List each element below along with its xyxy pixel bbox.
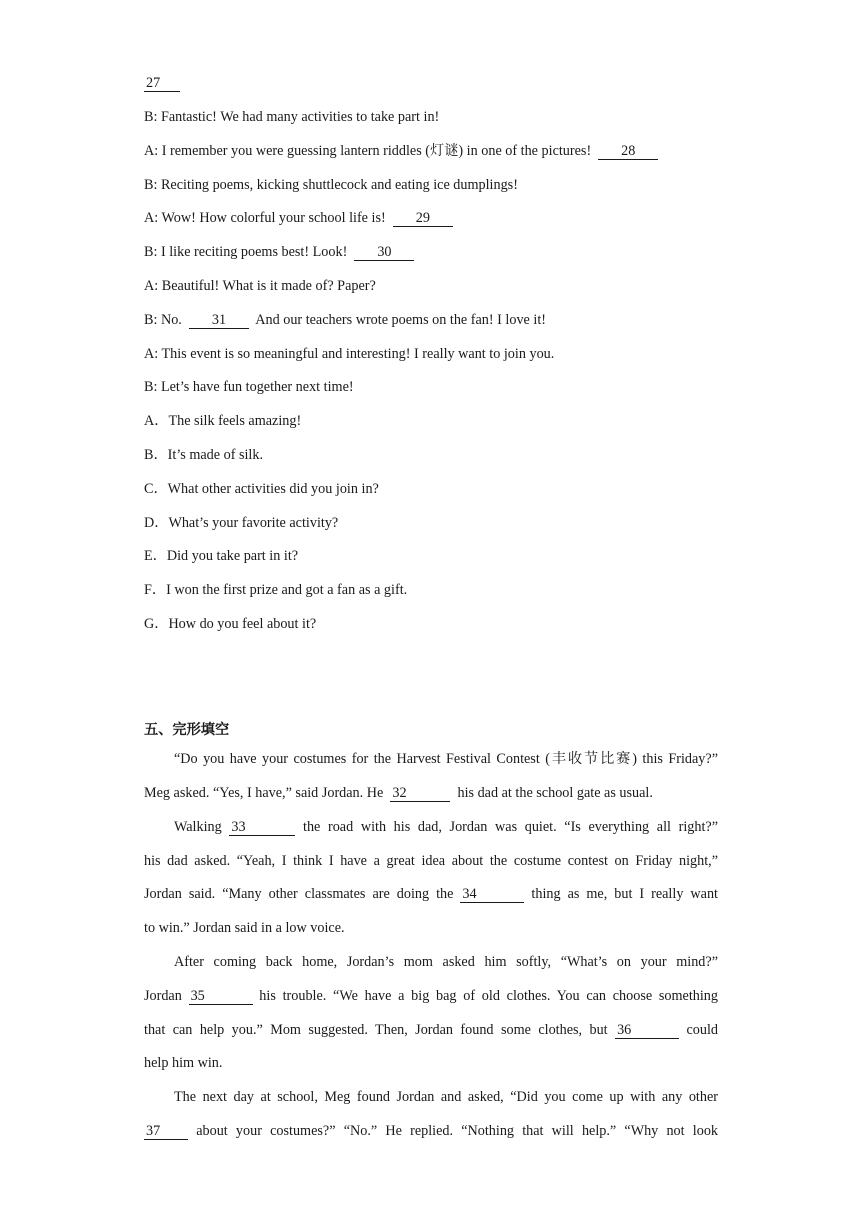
passage-text: could [686,1022,719,1038]
passage-line-37 [144,1121,718,1141]
option-f [144,580,407,600]
answer-blank-30[interactable]: 30 [354,244,414,261]
dialogue-line: B: Let’s have fun together next time! [144,379,354,395]
dialogue-text: A: Wow! How colorful your school life is! [144,210,386,226]
option-g [144,614,316,634]
answer-blank-31[interactable]: 31 [189,312,249,329]
passage-text: his dad at the school gate as usual. [457,785,653,801]
option-letter: E． [144,548,167,564]
dialogue-text: B: No. [144,312,182,328]
option-b [144,445,263,465]
passage-text: Jordan [144,988,182,1004]
dialogue-line: B: Reciting poems, kicking shuttlecock and eating ice dumplings! [144,177,518,193]
passage-text: his trouble. “We have a big bag of old clothes. You can choose something [259,988,718,1004]
passage-line: help him win. [144,1055,223,1071]
passage-text: Jordan said. “Many other classmates are doing the [144,886,454,902]
passage-text: about your costumes?” “No.” He replied. “Nothing that will help.” “Why not look [196,1123,719,1139]
answer-blank-33[interactable]: 33 [229,819,295,836]
passage-text: that can help you.” Mom suggested. Then, Jordan found some clothes, but [144,1022,608,1038]
passage-line: “Do you have your costumes for the Harvest Festival Contest (丰收节比赛) this Friday?” [174,751,718,767]
dialogue-line: B: Fantastic! We had many activities to take part in! [144,109,440,125]
dialogue-text: B: I like reciting poems best! Look! [144,244,348,260]
answer-blank-34[interactable]: 34 [460,886,524,903]
dialogue-text: A: I remember you were guessing lantern riddles (灯谜) in one of the pictures! [144,143,592,159]
option-letter: B． [144,447,168,463]
option-text: Did you take part in it? [166,548,299,564]
answer-blank-32[interactable]: 32 [390,785,450,802]
passage-text: Walking [174,819,222,835]
dialogue-line-30 [144,242,414,262]
dialogue-line: A: This event is so meaningful and interesting! I really want to join you. [144,346,555,362]
option-text: I won the first prize and got a fan as a gift. [166,582,408,598]
option-c [144,479,379,499]
answer-blank-35[interactable]: 35 [189,988,253,1005]
passage-text: thing as me, but I really want [531,886,718,902]
option-a [144,411,301,431]
option-e [144,546,298,566]
passage-line: After coming back home, Jordan’s mom asked him softly, “What’s on your mind?” [174,954,718,970]
answer-blank-28[interactable]: 28 [598,143,658,160]
passage-line-36 [144,1020,718,1040]
passage-line: to win.” Jordan said in a low voice. [144,920,345,936]
passage-line-34 [144,884,718,904]
option-text: What’s your favorite activity? [168,515,339,531]
answer-blank-27[interactable]: 27 [144,75,180,92]
answer-blank-36[interactable]: 36 [615,1022,679,1039]
answer-blank-37[interactable]: 37 [144,1123,188,1140]
option-letter: C． [144,481,168,497]
passage-text: Meg asked. “Yes, I have,” said Jordan. He [144,785,384,801]
passage-line: The next day at school, Meg found Jordan and asked, “Did you come up with any other [174,1089,718,1105]
passage-line: his dad asked. “Yeah, I think I have a great idea about the costume contest on Friday night,” [144,853,718,869]
dialogue-line: A: Beautiful! What is it made of? Paper? [144,278,376,294]
passage-line-35 [144,986,718,1006]
dialogue-line-27 [144,73,180,93]
dialogue-text: And our teachers wrote poems on the fan! I love it! [255,312,546,328]
section-heading: 五、完形填空 [144,722,230,738]
option-letter: F． [144,582,167,598]
dialogue-line-28 [144,141,658,161]
option-d [144,513,338,533]
passage-line-32 [144,783,718,803]
option-text: It’s made of silk. [167,447,264,463]
dialogue-line-29 [144,208,453,228]
option-letter: D． [144,515,169,531]
option-text: What other activities did you join in? [167,481,379,497]
option-letter: A． [144,413,169,429]
answer-blank-29[interactable]: 29 [393,210,453,227]
dialogue-line-31 [144,310,546,330]
passage-line-33 [144,817,718,837]
option-text: The silk feels amazing! [168,413,302,429]
option-letter: G． [144,616,169,632]
option-text: How do you feel about it? [168,616,317,632]
passage-text: the road with his dad, Jordan was quiet. “Is everything all right?” [303,819,718,835]
